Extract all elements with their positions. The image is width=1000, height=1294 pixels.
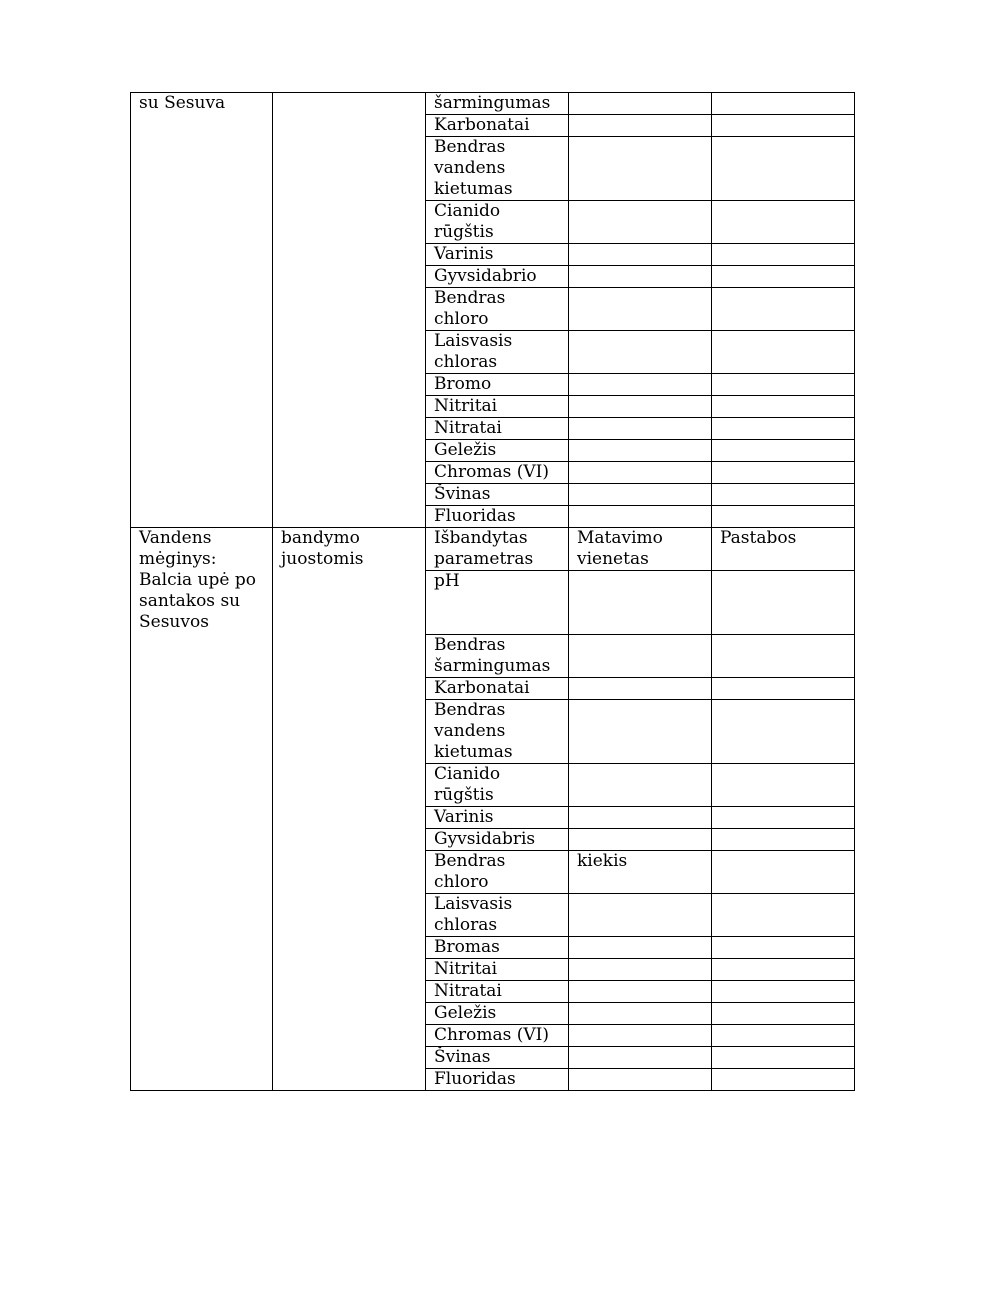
parameter-cell: Nitratai	[426, 418, 569, 440]
header-unit: Matavimo vienetas	[569, 528, 712, 571]
notes-cell	[712, 244, 855, 266]
unit-cell	[569, 959, 712, 981]
unit-cell	[569, 1025, 712, 1047]
notes-cell	[712, 700, 855, 764]
parameter-cell: Laisvasis chloras	[426, 331, 569, 374]
unit-cell	[569, 894, 712, 937]
unit-cell	[569, 137, 712, 201]
method-cell: bandymo juostomis	[273, 528, 426, 1091]
notes-cell	[712, 440, 855, 462]
parameter-cell: Fluoridas	[426, 506, 569, 528]
unit-cell	[569, 1069, 712, 1091]
parameter-cell: Geležis	[426, 440, 569, 462]
notes-cell	[712, 288, 855, 331]
parameter-cell: Chromas (VI)	[426, 462, 569, 484]
parameter-cell: Bendras vandens kietumas	[426, 137, 569, 201]
parameter-cell: Geležis	[426, 1003, 569, 1025]
table-body	[131, 93, 855, 1091]
parameter-cell: Bendras vandens kietumas	[426, 700, 569, 764]
unit-cell	[569, 937, 712, 959]
parameter-cell: Bendras chloro	[426, 851, 569, 894]
notes-cell	[712, 937, 855, 959]
unit-cell	[569, 93, 712, 115]
parameter-cell: Bromo	[426, 374, 569, 396]
parameter-cell: Gyvsidabris	[426, 829, 569, 851]
unit-cell	[569, 418, 712, 440]
unit-cell	[569, 374, 712, 396]
parameter-cell: Karbonatai	[426, 678, 569, 700]
notes-cell	[712, 807, 855, 829]
notes-cell	[712, 1047, 855, 1069]
notes-cell	[712, 678, 855, 700]
unit-cell	[569, 506, 712, 528]
unit-cell	[569, 115, 712, 137]
notes-cell	[712, 137, 855, 201]
parameter-cell: Cianido rūgštis	[426, 201, 569, 244]
method-cell	[273, 93, 426, 528]
notes-cell	[712, 396, 855, 418]
parameter-cell: Varinis	[426, 807, 569, 829]
parameter-cell: Laisvasis chloras	[426, 894, 569, 937]
notes-cell	[712, 829, 855, 851]
parameter-cell: Nitratai	[426, 981, 569, 1003]
table-row	[131, 528, 855, 571]
unit-cell	[569, 484, 712, 506]
parameter-cell: Gyvsidabrio	[426, 266, 569, 288]
parameter-cell: Švinas	[426, 1047, 569, 1069]
unit-cell	[569, 266, 712, 288]
notes-cell	[712, 894, 855, 937]
notes-cell	[712, 1069, 855, 1091]
unit-cell	[569, 201, 712, 244]
parameter-cell: Cianido rūgštis	[426, 764, 569, 807]
unit-cell	[569, 807, 712, 829]
water-test-table	[130, 92, 855, 1091]
table-row	[131, 93, 855, 115]
unit-cell	[569, 700, 712, 764]
notes-cell	[712, 1025, 855, 1047]
unit-cell	[569, 396, 712, 418]
parameter-cell: Chromas (VI)	[426, 1025, 569, 1047]
parameter-cell: Nitritai	[426, 959, 569, 981]
notes-cell	[712, 115, 855, 137]
unit-cell: kiekis	[569, 851, 712, 894]
notes-cell	[712, 201, 855, 244]
parameter-cell: Varinis	[426, 244, 569, 266]
notes-cell	[712, 1003, 855, 1025]
notes-cell	[712, 959, 855, 981]
unit-cell	[569, 1003, 712, 1025]
unit-cell	[569, 462, 712, 484]
notes-cell	[712, 266, 855, 288]
unit-cell	[569, 829, 712, 851]
parameter-cell: Karbonatai	[426, 115, 569, 137]
notes-cell	[712, 418, 855, 440]
unit-cell	[569, 331, 712, 374]
notes-cell	[712, 506, 855, 528]
unit-cell	[569, 678, 712, 700]
header-parameter: Išbandytas parametras	[426, 528, 569, 571]
notes-cell	[712, 571, 855, 635]
unit-cell	[569, 1047, 712, 1069]
parameter-cell: Bromas	[426, 937, 569, 959]
sample-cell: Vandens mėginys: Balcia upė po santakos su Sesuvos	[131, 528, 273, 1091]
parameter-cell: Bendras chloro	[426, 288, 569, 331]
parameter-cell: Bendras šarmingumas	[426, 635, 569, 678]
unit-cell	[569, 764, 712, 807]
parameter-cell: šarmingumas	[426, 93, 569, 115]
unit-cell	[569, 635, 712, 678]
parameter-cell: Švinas	[426, 484, 569, 506]
unit-cell	[569, 288, 712, 331]
notes-cell	[712, 764, 855, 807]
notes-cell	[712, 93, 855, 115]
notes-cell	[712, 374, 855, 396]
notes-cell	[712, 331, 855, 374]
unit-cell	[569, 571, 712, 635]
header-notes: Pastabos	[712, 528, 855, 571]
notes-cell	[712, 981, 855, 1003]
parameter-cell: Fluoridas	[426, 1069, 569, 1091]
unit-cell	[569, 981, 712, 1003]
notes-cell	[712, 484, 855, 506]
sample-cell: su Sesuva	[131, 93, 273, 528]
notes-cell	[712, 851, 855, 894]
notes-cell	[712, 462, 855, 484]
unit-cell	[569, 440, 712, 462]
unit-cell	[569, 244, 712, 266]
parameter-cell: pH	[426, 571, 569, 635]
notes-cell	[712, 635, 855, 678]
parameter-cell: Nitritai	[426, 396, 569, 418]
